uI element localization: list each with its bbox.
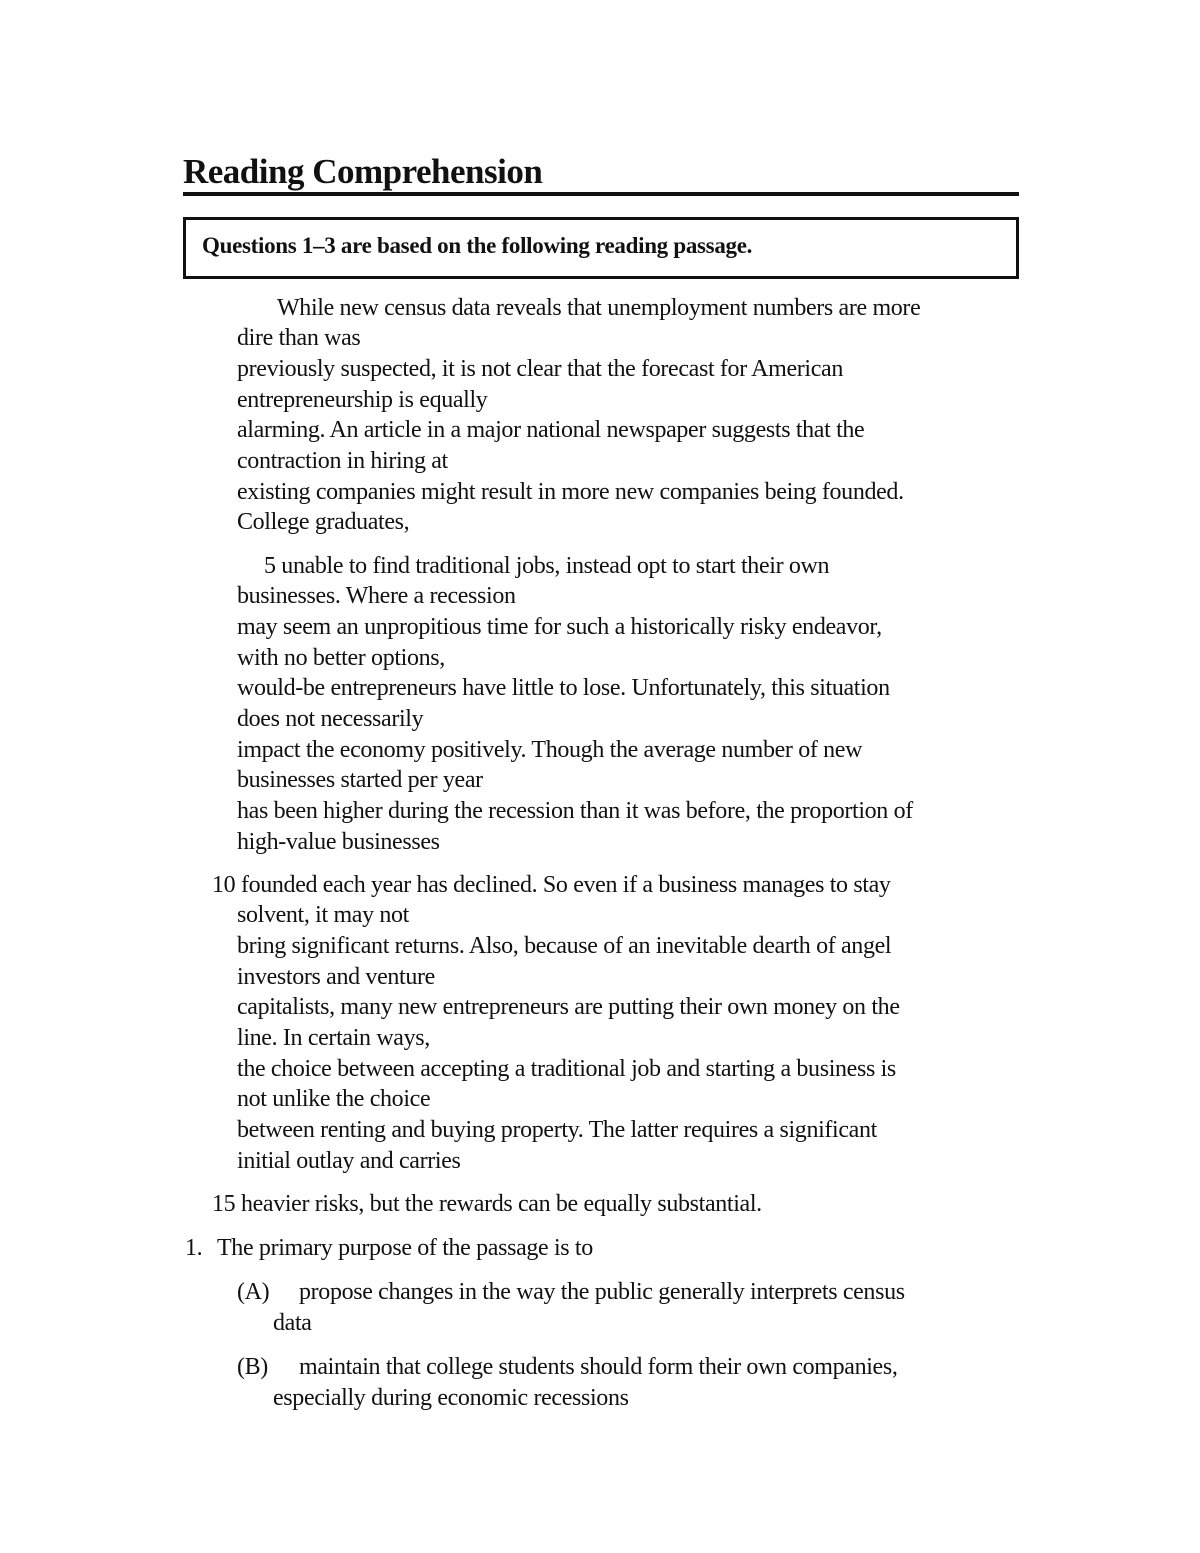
passage-line: with no better options,	[237, 645, 445, 671]
passage-line: contraction in hiring at	[237, 448, 448, 474]
passage-line: College graduates,	[237, 509, 410, 535]
passage-line: capitalists, many new entrepreneurs are putting their own money on the	[237, 994, 900, 1020]
choice-text: data	[273, 1310, 312, 1336]
passage-line: the choice between accepting a traditional job and starting a business is	[237, 1056, 896, 1082]
page-title: Reading Comprehension	[183, 152, 543, 191]
choice-text: especially during economic recessions	[273, 1385, 629, 1411]
passage-line: 5 unable to find traditional jobs, instead opt to start their own	[264, 553, 830, 579]
passage-line: not unlike the choice	[237, 1086, 431, 1112]
passage-line: While new census data reveals that unemployment numbers are more	[277, 295, 921, 321]
question-number: 1.	[185, 1235, 203, 1261]
choice-text: propose changes in the way the public generally interprets census	[299, 1279, 905, 1305]
passage-line: 10 founded each year has declined. So even if a business manages to stay	[212, 872, 891, 898]
question-stem: The primary purpose of the passage is to	[217, 1235, 593, 1261]
choice-text: maintain that college students should form their own companies,	[299, 1354, 898, 1380]
passage-line: line. In certain ways,	[237, 1025, 430, 1051]
instruction-box	[183, 217, 1019, 279]
choice-letter: (B)	[237, 1354, 268, 1380]
passage-line: entrepreneurship is equally	[237, 387, 488, 413]
passage-line: solvent, it may not	[237, 902, 410, 928]
passage-line: previously suspected, it is not clear that the forecast for American	[237, 356, 843, 382]
passage-line: high-value businesses	[237, 829, 440, 855]
passage-line: may seem an unpropitious time for such a historically risky endeavor,	[237, 614, 882, 640]
passage-line: does not necessarily	[237, 706, 424, 732]
passage-line: bring significant returns. Also, because of an inevitable dearth of angel	[237, 933, 892, 959]
choice-letter: (A)	[237, 1279, 270, 1305]
passage-line: would-be entrepreneurs have little to lose. Unfortunately, this situation	[237, 675, 890, 701]
passage-line: investors and venture	[237, 964, 435, 990]
passage-line: between renting and buying property. The latter requires a significant	[237, 1117, 877, 1143]
passage-line: alarming. An article in a major national newspaper suggests that the	[237, 417, 865, 443]
passage-line: businesses started per year	[237, 767, 483, 793]
passage-line: has been higher during the recession than it was before, the proportion of	[237, 798, 913, 824]
passage-line: impact the economy positively. Though the average number of new	[237, 737, 863, 763]
passage-line: existing companies might result in more new companies being founded.	[237, 479, 904, 505]
instruction-text: Questions 1–3 are based on the following reading passage.	[202, 233, 753, 258]
passage-line: 15 heavier risks, but the rewards can be equally substantial.	[212, 1191, 762, 1217]
title-rule	[183, 192, 1019, 196]
passage-line: businesses. Where a recession	[237, 583, 516, 609]
passage-line: initial outlay and carries	[237, 1148, 461, 1174]
passage-line: dire than was	[237, 325, 361, 351]
question-1	[185, 1233, 593, 1264]
